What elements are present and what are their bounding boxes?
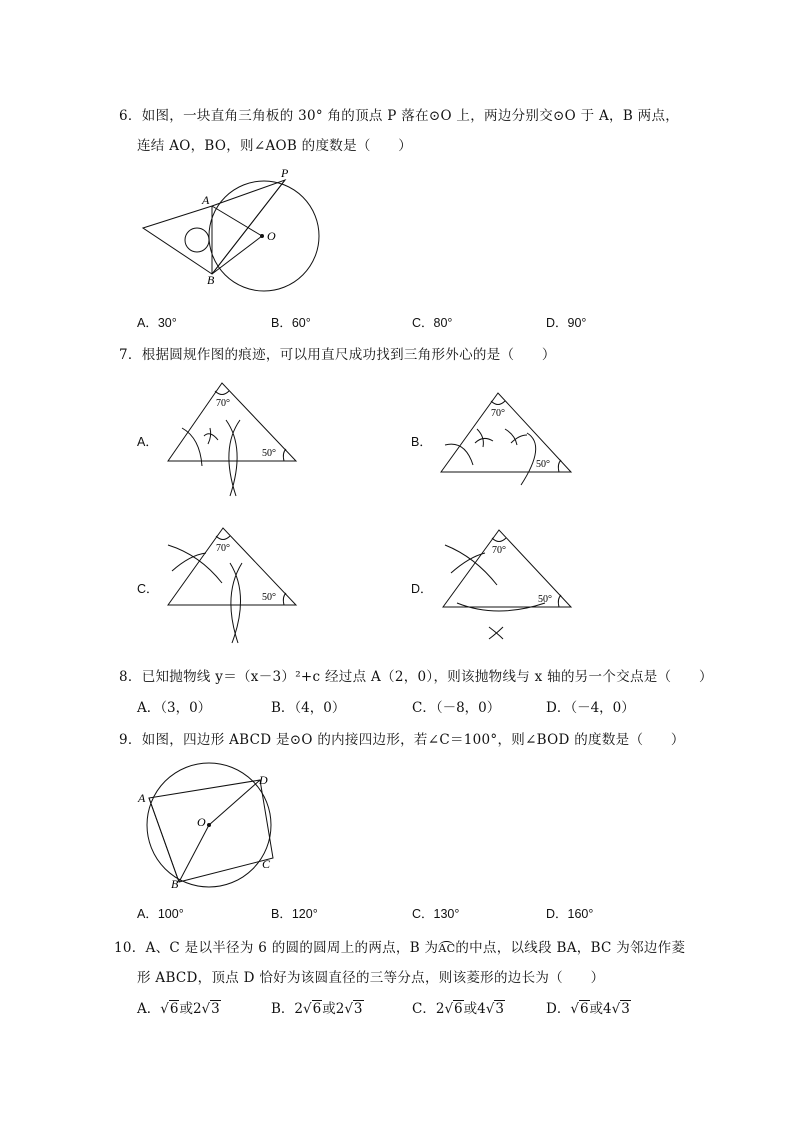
q10-option-b[interactable]: B．2√6或2√3: [271, 1001, 363, 1017]
q10-stem-part1: 10．A、C 是以半径为 6 的圆的圆周上的两点，B 为: [114, 940, 439, 956]
q7-figure-c: [160, 525, 300, 647]
q8-option-c[interactable]: C．（－8，0）: [412, 700, 501, 716]
q7-stem: 7．根据圆规作图的痕迹，可以用直尺成功找到三角形外心的是（ ）: [119, 347, 556, 363]
q9-label-b: B: [171, 877, 179, 890]
q10-stem-line2: 形 ABCD，顶点 D 恰好为该圆直径的三等分点，则该菱形的边长为（ ）: [137, 970, 605, 986]
q6-figure: [135, 160, 335, 295]
q7-figure-b: [435, 385, 575, 490]
q7c-angle-top: 70°: [216, 543, 230, 554]
q6-option-d[interactable]: D．90°: [546, 316, 587, 330]
q8-option-d[interactable]: D．（－4，0）: [546, 700, 635, 716]
q7a-angle-top: 70°: [216, 398, 230, 409]
q7d-angle-top: 70°: [492, 545, 506, 556]
q6-option-a[interactable]: A．30°: [137, 316, 177, 330]
q6-option-b[interactable]: B．60°: [271, 316, 311, 330]
q6-label-p: P: [281, 166, 289, 180]
q10-option-c[interactable]: C．2√6或4√3: [412, 1001, 504, 1017]
q9-option-a[interactable]: A．100°: [137, 907, 184, 921]
q9-label-d: D: [259, 773, 268, 787]
q9-label-a: A: [138, 791, 146, 805]
q10-stem-part2: 的中点，以线段 BA，BC 为邻边作菱: [455, 940, 686, 956]
q8-option-a[interactable]: A．（3，0）: [137, 700, 212, 716]
q6-stem-line1: 6．如图，一块直角三角板的 30° 角的顶点 P 落在⊙O 上，两边分别交⊙O 于 A，B 两点，: [119, 108, 680, 124]
q6-option-c[interactable]: C．80°: [412, 316, 453, 330]
q10-arc-ac: AC: [438, 942, 456, 955]
q7b-angle-right: 50°: [536, 459, 550, 470]
q7-figure-a: [160, 378, 300, 498]
q9-option-b[interactable]: B．120°: [271, 907, 318, 921]
q9-option-d[interactable]: D．160°: [546, 907, 594, 921]
q9-label-o: O: [197, 815, 206, 829]
q8-option-b[interactable]: B．（4，0）: [271, 700, 346, 716]
q9-label-c: C: [262, 857, 271, 871]
q7-option-c-letter[interactable]: C．: [137, 582, 159, 596]
q10-option-a[interactable]: A．√6或2√3: [137, 1001, 220, 1017]
q6-label-o: O: [267, 229, 276, 243]
q6-stem-line2: 连结 AO，BO，则∠AOB 的度数是（ ）: [137, 138, 413, 154]
q9-figure: [135, 760, 285, 890]
q9-option-c[interactable]: C．130°: [412, 907, 460, 921]
q7d-angle-right: 50°: [538, 594, 552, 605]
q7b-angle-top: 70°: [491, 408, 505, 419]
q10-option-d[interactable]: D．√6或4√3: [546, 1001, 630, 1017]
q7a-angle-right: 50°: [262, 448, 276, 459]
q7-figure-d: [435, 527, 575, 647]
q10-stem-line1: [114, 936, 685, 956]
q8-stem: 8．已知抛物线 y＝（x－3）²+c 经过点 A（2，0），则该抛物线与 x 轴的另一个交点是（ ）: [119, 669, 713, 685]
q7-option-b-letter[interactable]: B．: [411, 435, 432, 449]
q6-label-b: B: [207, 273, 215, 287]
q7c-angle-right: 50°: [262, 592, 276, 603]
q9-stem: 9．如图，四边形 ABCD 是⊙O 的内接四边形，若∠C＝100°，则∠BOD 的度数是（ ）: [119, 732, 685, 748]
q7-option-d-letter[interactable]: D．: [411, 582, 433, 596]
q6-label-a: A: [202, 193, 210, 207]
q7-option-a-letter[interactable]: A．: [137, 435, 158, 449]
